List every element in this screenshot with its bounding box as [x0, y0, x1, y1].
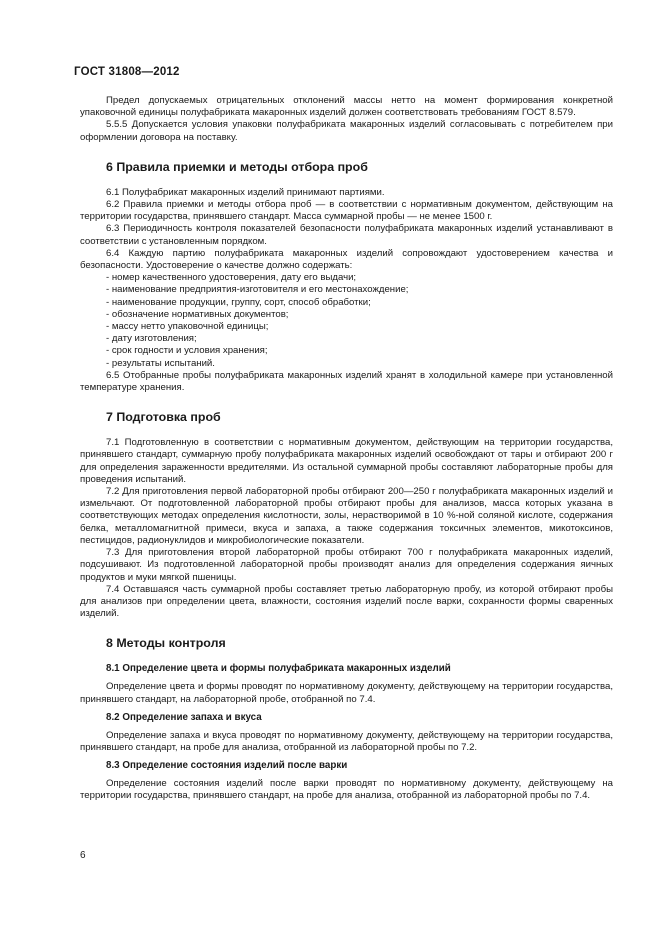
document-code: ГОСТ 31808—2012: [74, 66, 180, 78]
clause-6-4: 6.4 Каждую партию полуфабриката макаронных изделий сопровождают удостоверением качества и безопасности. Удостоверение о качестве должно содержать:: [80, 247, 613, 272]
clause-5-5-5: 5.5.5 Допускается условия упаковки полуфабриката макаронных изделий согласовывать с потребителем при оформлении договора на поставку.: [80, 119, 613, 143]
clause-7-1: 7.1 Подготовленную в соответствии с нормативным документом, действующим на территории государства, принявшего стандарт, суммарную пробу полуфабриката макаронных изделий освобождают от тары и отбирают 200 г для определения зараженности вредителями. Из остальной суммарной пробы составляют лабораторные пробы для проведения испытаний.: [80, 437, 613, 485]
subsection-8-2-heading: 8.2 Определение запаха и вкуса: [106, 711, 262, 723]
clause-8-1-text: Определение цвета и формы проводят по нормативному документу, действующему на территории государства, принявшего стандарт, на лабораторной пробе, отобранной по 7.4.: [80, 681, 613, 705]
clause-6-1: 6.1 Полуфабрикат макаронных изделий принимают партиями.: [106, 186, 385, 198]
subsection-8-1-heading: 8.1 Определение цвета и формы полуфабриката макаронных изделий: [106, 663, 451, 675]
clause-7-3: 7.3 Для приготовления второй лабораторной пробы отбирают 700 г полуфабриката макаронных изделий, подсушивают. Из подготовленной лабораторной пробы производят анализ для определения содержания яичных продуктов и муки мягкой пшеницы.: [80, 547, 613, 583]
clause-7-2: 7.2 Для приготовления первой лабораторной пробы отбирают 200—250 г полуфабриката макаронных изделий и измельчают. От подготовленной лабораторной пробы отбирают пробы для анализов, масса которых указана в соответствующих методах определения кислотности, золы, нерастворимой в 10 %-ной соляной кислоте, содержания белка, металломагнитной примеси, вкуса и запаха, а также содержания токсичных элементов, микотоксинов, пестицидов, радионуклидов и микробиологические показатели.: [80, 486, 613, 546]
clause-6-3: 6.3 Периодичность контроля показателей безопасности полуфабриката макаронных изделий устанавливают в соответствии с установленным порядком.: [80, 223, 613, 247]
list-item: - номер качественного удостоверения, дату его выдачи;: [106, 272, 357, 284]
clause-7-4: 7.4 Оставшаяся часть суммарной пробы составляет третью лабораторную пробу, из которой отбирают пробы для анализов при определении цвета, влажности, состояния изделий после варки, сохранности формы сваренных изделий.: [80, 583, 613, 620]
list-item: - обозначение нормативных документов;: [106, 308, 289, 320]
page-number: 6: [80, 850, 86, 861]
section-8-heading: 8 Методы контроля: [106, 636, 226, 651]
clause-6-2: 6.2 Правила приемки и методы отбора проб — в соответствии с нормативным документом, действующим на территории государства, принявшего стандарт. Масса суммарной пробы — не менее 1500 г.: [80, 199, 613, 223]
clause-6-5: 6.5 Отобранные пробы полуфабриката макаронных изделий хранят в холодильной камере при установленной температуре хранения.: [80, 369, 613, 394]
clause-8-3-text: Определение состояния изделий после варки проводят по нормативному документу, действующему на территории государства, принявшего стандарт, на пробе для анализа, отобранной из лабораторной пробы по 7.4.: [80, 778, 613, 802]
document-body: [80, 95, 613, 803]
intro-paragraph: Предел допускаемых отрицательных отклонений массы нетто на момент формирования конкретной упаковочной единицы полуфабриката макаронных изделий должен соответствовать требованиям ГОСТ 8.579.: [80, 95, 613, 119]
list-item: - массу нетто упаковочной единицы;: [106, 321, 269, 333]
section-7-heading: 7 Подготовка проб: [106, 410, 221, 425]
list-item: - дату изготовления;: [106, 333, 197, 345]
list-item: - наименование продукции, группу, сорт, способ обработки;: [106, 296, 371, 308]
list-item: - наименование предприятия-изготовителя и его местонахождение;: [106, 284, 409, 296]
list-item: - срок годности и условия хранения;: [106, 345, 268, 357]
clause-8-2-text: Определение запаха и вкуса проводят по нормативному документу, действующему на территории государства, принявшего стандарт, на пробе для анализа, отобранной из лабораторной пробы по 7.2.: [80, 729, 613, 753]
list-item: - результаты испытаний.: [106, 357, 215, 369]
subsection-8-3-heading: 8.3 Определение состояния изделий после варки: [106, 760, 348, 772]
section-6-heading: 6 Правила приемки и методы отбора проб: [106, 159, 368, 174]
